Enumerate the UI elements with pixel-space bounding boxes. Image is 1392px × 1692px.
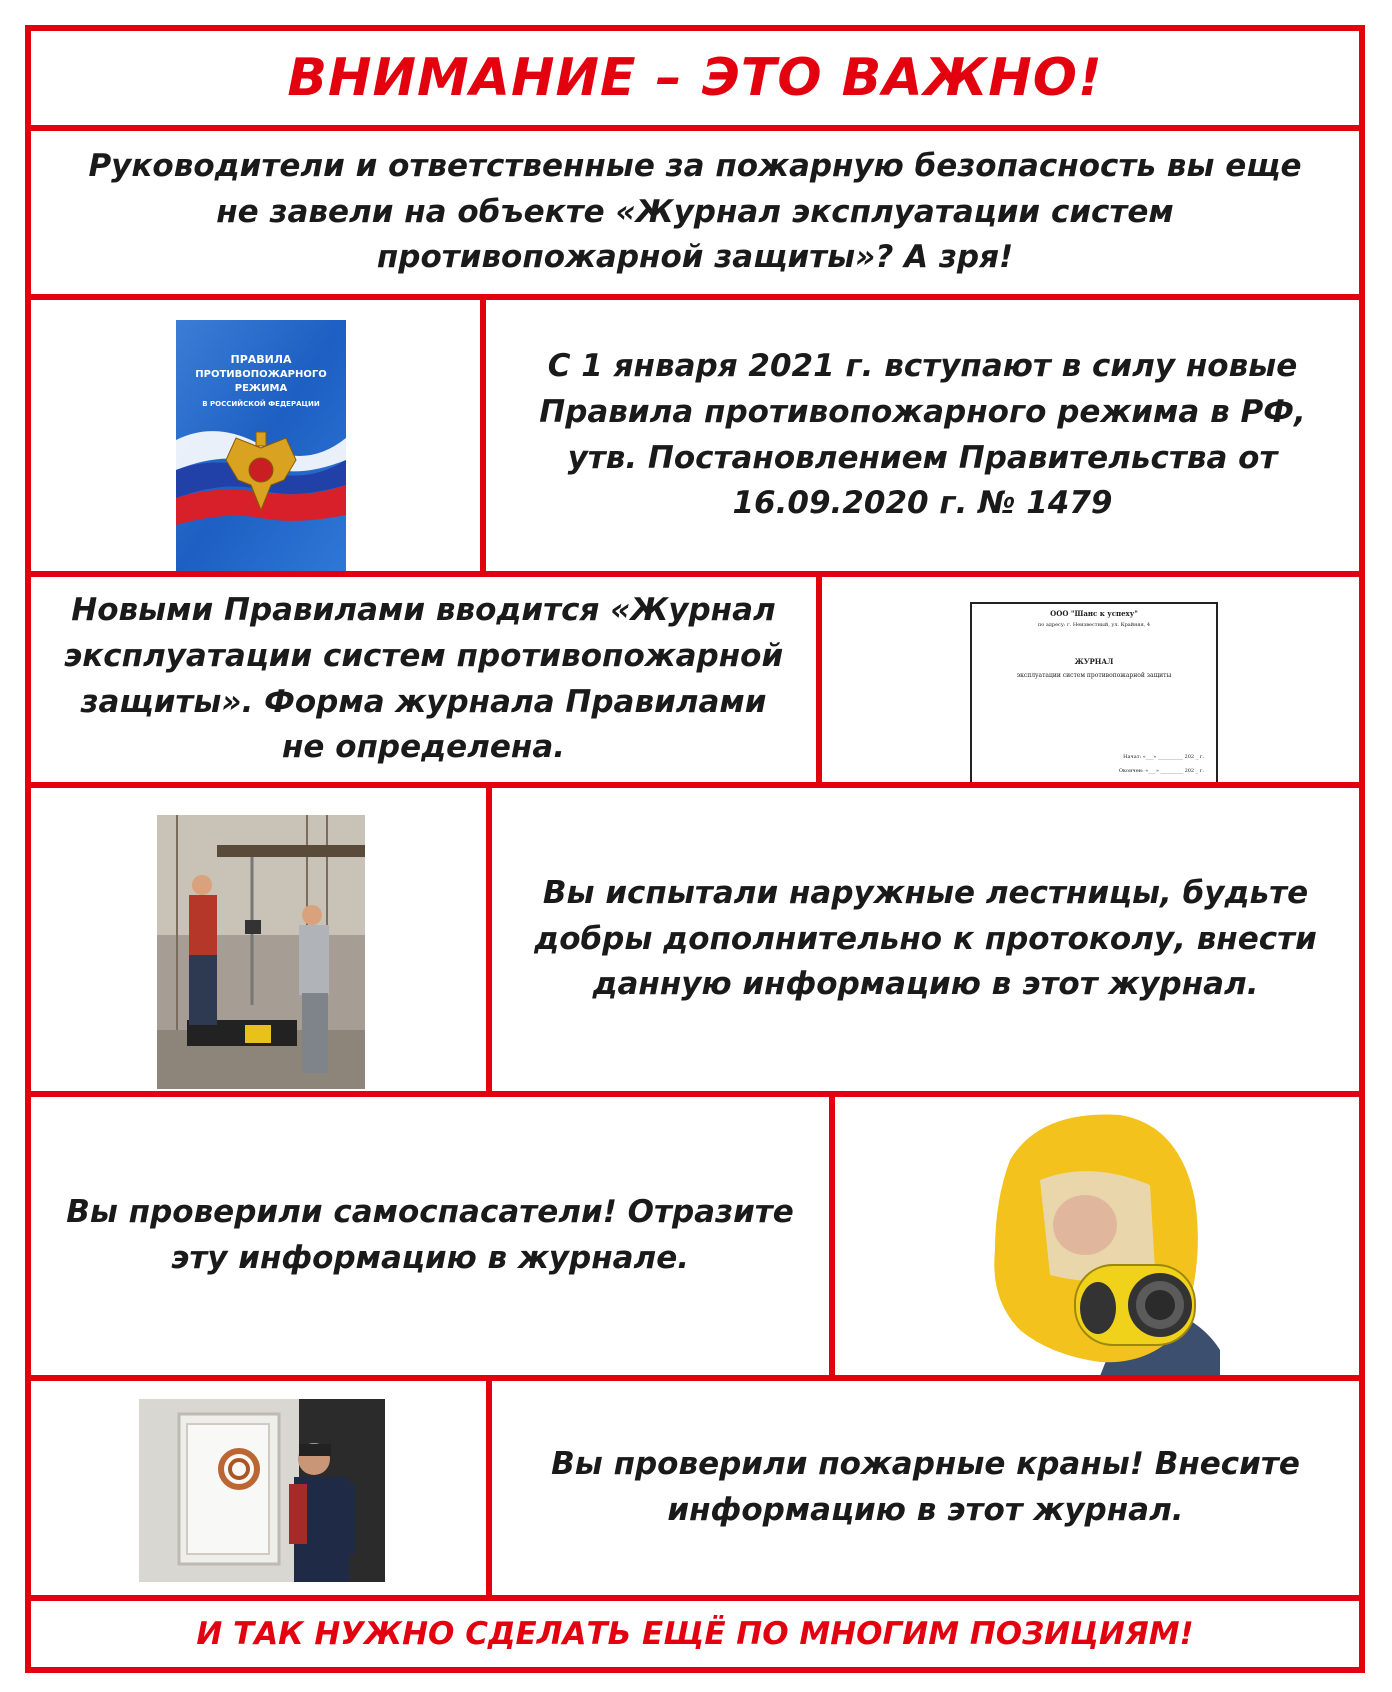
journal-text-cell (25, 571, 822, 788)
journal-text: Новыми Правилами вводится «Журнал эксплуатации систем противопожарной защиты». Форма журнала Правилами не определена. (63, 591, 784, 766)
hydrants-text-cell (486, 1375, 1365, 1601)
rules-text: С 1 января 2021 г. вступают в силу новые Правила противопожарного режима в РФ, утв. Постановлением Правительства от 16.09.2020 г. № 1479 (539, 347, 1306, 522)
journal-doc-title: ЖУРНАЛ (1074, 657, 1114, 666)
journal-doc-end: Окончен: «___» _________ 202 _ г. (1118, 768, 1204, 774)
intro-section (25, 125, 1365, 300)
journal-cover-image (970, 602, 1218, 786)
page-title: ВНИМАНИЕ – ЭТО ВАЖНО! (287, 48, 1103, 108)
intro-text: Руководители и ответственные за пожарную безопасность вы еще не завели на объекте «Журнал эксплуатации систем противопожарной защиты»? А зря! (88, 147, 1302, 276)
rules-text-cell (480, 294, 1365, 577)
hydrants-text: Вы проверили пожарные краны! Внесите информацию в этот журнал. (551, 1446, 1300, 1528)
self-rescuers-text: Вы проверили самоспасатели! Отразите эту информацию в журнале. (66, 1194, 794, 1276)
cover-line1: ПРАВИЛА (230, 353, 292, 366)
journal-doc-address: по адресу: г. Неизвестный, ул. Крайняя, 4 (1037, 622, 1151, 628)
cover-line2: ПРОТИВОПОЖАРНОГО (195, 369, 327, 380)
footer-banner (25, 1595, 1365, 1673)
hydrant-check-photo (139, 1399, 385, 1582)
cover-line4: В РОССИЙСКОЙ ФЕДЕРАЦИИ (202, 400, 320, 408)
journal-doc-company: ООО "Шанс к успеху" (1050, 609, 1138, 618)
ladders-text-cell (486, 782, 1365, 1097)
self-rescuers-text-cell (25, 1091, 835, 1381)
journal-doc-start: Начат: «___» __________ 202 _ г. (1123, 754, 1204, 760)
title-banner (25, 25, 1365, 131)
self-rescuer-hood-image (980, 1100, 1220, 1376)
footer-text: И ТАК НУЖНО СДЕЛАТЬ ЕЩЁ ПО МНОГИМ ПОЗИЦИЯМ! (196, 1616, 1194, 1652)
ladder-test-photo (157, 815, 365, 1089)
ladders-text: Вы испытали наружные лестницы, будьте добры дополнительно к протоколу, внести данную информацию в этот журнал. (534, 874, 1317, 1003)
journal-doc-subtitle: эксплуатации систем противопожарной защиты (1016, 672, 1172, 679)
cover-line3: РЕЖИМА (234, 383, 288, 394)
rules-book-cover-image (176, 320, 346, 576)
